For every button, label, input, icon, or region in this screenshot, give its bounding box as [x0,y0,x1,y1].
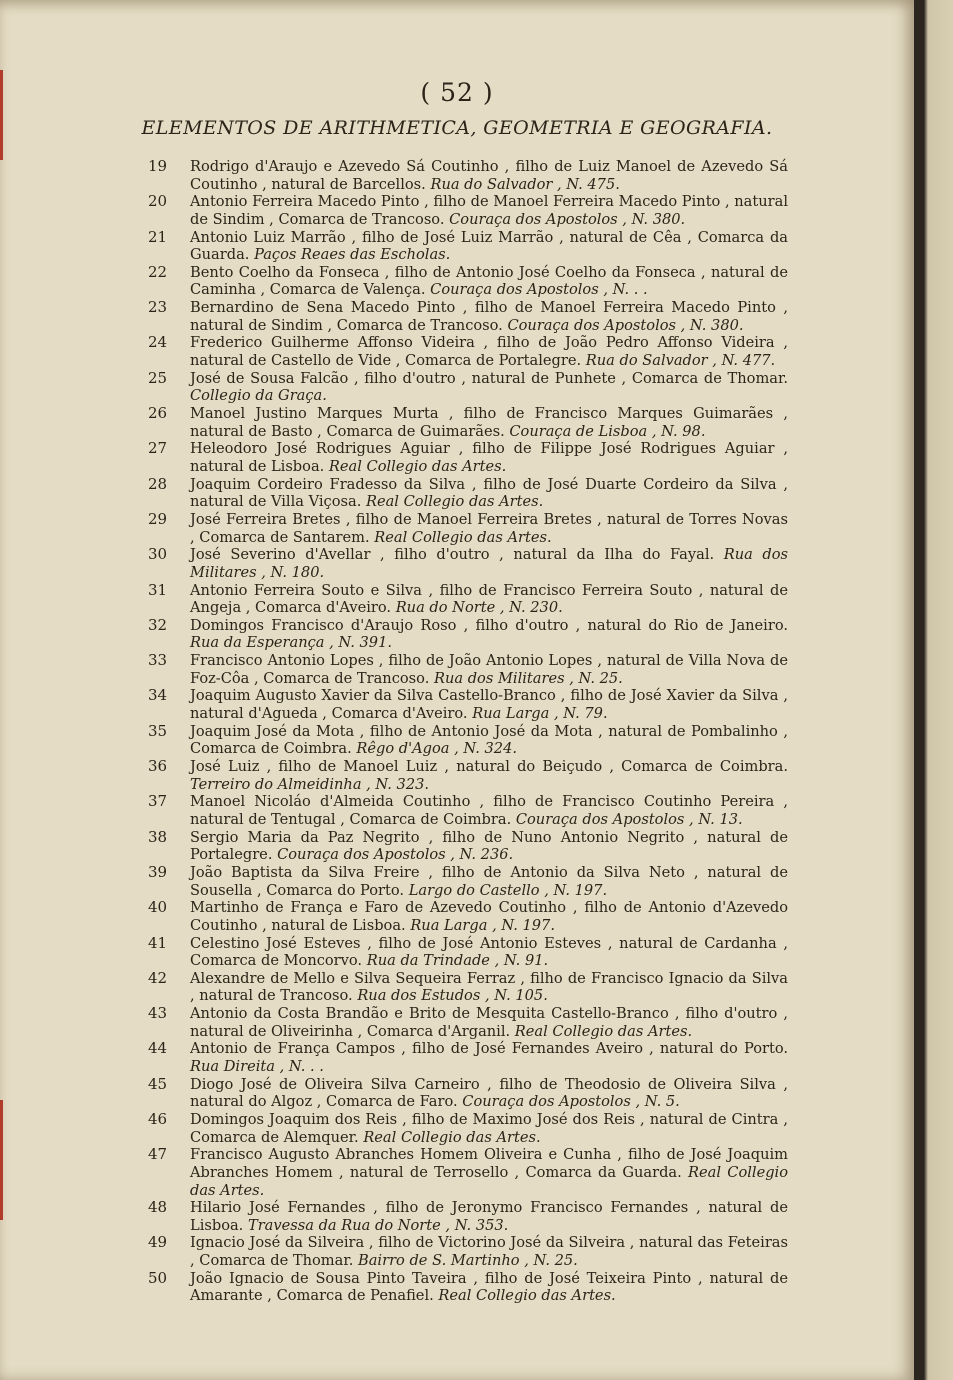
entry-address: Rêgo d'Agoa , N. 324. [356,740,517,758]
entry-address: Couraça dos Apostolos , N. 380. [449,210,686,228]
list-item [148,334,788,369]
entry-text [190,829,788,864]
entry-number: 35 [148,722,168,740]
entry-text [190,723,788,758]
entry-description: Antonio de França Campos , filho de José Fernandes Aveiro , natural do Porto. [190,1040,788,1058]
entry-number: 45 [148,1075,168,1093]
entry-number: 47 [148,1146,168,1164]
list-item [148,1076,788,1111]
entry-address: Terreiro do Almeidinha , N. 323. [190,775,430,793]
entry-number: 37 [148,793,168,811]
list-item [148,405,788,440]
entry-text [190,193,788,228]
list-item [148,1199,788,1234]
entry-description: Frederico Guilherme Affonso Videira , filho de João Pedro Affonso Videira , natural de Castello de Vide , Comarca de Portalegre. [190,334,788,370]
entry-number: 27 [148,440,168,458]
entry-address: Couraça dos Apostolos , N. . . [430,281,648,299]
entry-address: Rua da Esperança , N. 391. [190,634,393,652]
list-item [148,829,788,864]
entry-list [148,158,788,1305]
entry-text [190,1270,788,1305]
entry-number: 28 [148,475,168,493]
entry-description: João Baptista da Silva Freire , filho de Antonio da Silva Neto , natural de Sousella , Comarca do Porto. [190,863,788,899]
entry-number: 41 [148,934,168,952]
entry-number: 48 [148,1198,168,1216]
entry-number: 36 [148,758,168,776]
entry-number: 24 [148,334,168,352]
entry-text [190,1234,788,1269]
entry-description: Francisco Antonio Lopes , filho de João Antonio Lopes , natural de Villa Nova de Foz-Côa , Comarca de Trancoso. [190,652,788,687]
list-item [148,582,788,617]
entry-number: 22 [148,263,168,281]
list-item [148,546,788,581]
entry-text [190,476,788,511]
entry-text [190,405,788,440]
list-item [148,1111,788,1146]
entry-number: 23 [148,299,168,317]
list-item [148,229,788,264]
list-item [148,935,788,970]
entry-description: Antonio Luiz Marrão , filho de José Luiz Marrão , natural de Cêa , Comarca da Guarda. [190,228,788,264]
entry-text [190,264,788,299]
list-item [148,1234,788,1269]
list-item [148,793,788,828]
entry-address: Real Collegio das Artes. [438,1287,616,1305]
list-item [148,687,788,722]
entry-number: 31 [148,581,168,599]
entry-number: 30 [148,546,168,564]
entry-address: Couraça dos Apostolos , N. 236. [277,846,514,864]
entry-number: 49 [148,1234,168,1252]
entry-description: Celestino José Esteves , filho de José Antonio Esteves , natural de Cardanha , Comarca de Moncorvo. [190,934,788,970]
entry-description: Francisco Augusto Abranches Homem Oliveira e Cunha , filho de José Joaquim Abranches Homem , natural de Terrosello , Comarca da Guarda. [190,1146,788,1181]
entry-description: Joaquim Augusto Xavier da Silva Castello-Branco , filho de José Xavier da Silva , natural d'Agueda , Comarca d'Aveiro. [190,687,788,723]
entry-description: Heleodoro José Rodrigues Aguiar , filho de Filippe José Rodrigues Aguiar , natural de Lisboa. [190,440,788,475]
entry-text [190,652,788,687]
list-item [148,758,788,793]
entry-address: Travessa da Rua do Norte , N. 353. [247,1216,509,1234]
entry-address: Real Collegio das Artes. [365,493,544,511]
page-edge-red-mark [0,1100,3,1220]
list-item [148,476,788,511]
entry-address: Couraça dos Apostolos , N. 5. [462,1093,680,1111]
entry-text [190,793,788,828]
entry-text [190,440,788,475]
entry-address: Couraça dos Apostolos , N. 13. [515,810,743,828]
list-item [148,1146,788,1199]
entry-description: Antonio Ferreira Macedo Pinto , filho de Manoel Ferreira Macedo Pinto , natural de Sindim , Comarca de Trancoso. [190,193,788,228]
entry-address: Rua dos Estudos , N. 105. [357,987,548,1005]
entry-address: Paços Reaes das Escholas. [254,246,451,264]
entry-text [190,1005,788,1040]
entry-description: Rodrigo d'Araujo e Azevedo Sá Coutinho , filho de Luiz Manoel de Azevedo Sá Coutinho , natural de Barcellos. [190,158,788,193]
list-item [148,440,788,475]
entry-address: Real Collegio das Artes. [374,528,552,546]
entry-number: 29 [148,510,168,528]
entry-description: Domingos Joaquim dos Reis , filho de Maximo José dos Reis , natural de Cintra , Comarca de Alemquer. [190,1111,788,1146]
entry-number: 40 [148,899,168,917]
entry-text [190,511,788,546]
list-item [148,652,788,687]
list-item [148,1270,788,1305]
entry-address: Couraça de Lisboa , N. 98. [509,422,706,440]
list-item [148,264,788,299]
entry-number: 33 [148,652,168,670]
entry-description: José Ferreira Bretes , filho de Manoel Ferreira Bretes , natural de Torres Novas , Comarca de Santarem. [190,510,788,546]
entry-address: Rua do Salvador , N. 477. [585,352,776,370]
entry-text [190,1040,788,1075]
entry-number: 44 [148,1040,168,1058]
entry-description: Diogo José de Oliveira Silva Carneiro , filho de Theodosio de Oliveira Silva , natural do Algoz , Comarca de Faro. [190,1075,788,1111]
list-item [148,970,788,1005]
entry-address: Real Collegio das Artes. [514,1022,693,1040]
entry-number: 43 [148,1005,168,1023]
entry-description: Hilario José Fernandes , filho de Jeronymo Francisco Fernandes , natural de Lisboa. [190,1198,788,1234]
entry-address: Rua Larga , N. 197. [410,916,555,934]
entry-number: 20 [148,193,168,211]
entry-address: Rua do Norte , N. 230. [395,599,563,617]
entry-number: 38 [148,828,168,846]
entry-description: Antonio da Costa Brandão e Brito de Mesquita Castello-Branco , filho d'outro , natural de Oliveirinha , Comarca d'Arganil. [190,1005,788,1040]
entry-text [190,1199,788,1234]
entry-description: Joaquim José da Mota , filho de Antonio José da Mota , natural de Pombalinho , Comarca de Coimbra. [190,722,788,758]
list-item [148,1040,788,1075]
entry-text [190,229,788,264]
list-item [148,617,788,652]
entry-address: Bairro de S. Martinho , N. 25. [358,1251,578,1269]
entry-text [190,970,788,1005]
entry-text [190,1076,788,1111]
entry-text [190,899,788,934]
facing-page-edge [914,0,953,1380]
entry-number: 42 [148,969,168,987]
entry-number: 32 [148,616,168,634]
entry-address: Largo do Castello , N. 197. [408,881,608,899]
entry-address: Rua Larga , N. 79. [472,705,608,723]
entry-text [190,935,788,970]
entry-text [190,299,788,334]
entry-text [190,758,788,793]
entry-address: Rua da Trindade , N. 91. [366,952,549,970]
entry-description: Sergio Maria da Paz Negrito , filho de Nuno Antonio Negrito , natural de Portalegre. [190,828,788,864]
list-item [148,511,788,546]
entry-description: Joaquim Cordeiro Fradesso da Silva , filho de José Duarte Cordeiro da Silva , natural de Villa Viçosa. [190,475,788,511]
entry-address: Collegio da Graça. [190,387,327,405]
entry-description: José Luiz , filho de Manoel Luiz , natural do Beiçudo , Comarca de Coimbra. [190,758,788,776]
entry-address: Real Collegio das Artes. [328,457,507,475]
entry-number: 34 [148,687,168,705]
entry-address: Real Collegio das Artes. [363,1128,541,1146]
entry-description: Manoel Nicoláo d'Almeida Coutinho , filho de Francisco Coutinho Pereira , natural de Tentugal , Comarca de Coimbra. [190,793,788,828]
entry-number: 39 [148,863,168,881]
entry-description: Bernardino de Sena Macedo Pinto , filho de Manoel Ferreira Macedo Pinto , natural de Sindim , Comarca de Trancoso. [190,299,788,334]
entry-number: 25 [148,369,168,387]
list-item [148,1005,788,1040]
entry-address: Rua dos Militares , N. 25. [433,669,623,687]
entry-description: Ignacio José da Silveira , filho de Victorino José da Silveira , natural das Feteiras , Comarca de Thomar. [190,1234,788,1269]
entry-description: Bento Coelho da Fonseca , filho de Antonio José Coelho da Fonseca , natural de Caminha , Comarca de Valença. [190,263,788,299]
entry-number: 26 [148,405,168,423]
entry-number: 21 [148,228,168,246]
entry-address: Rua do Salvador , N. 475. [430,175,620,193]
entry-address: Rua Direita , N. . . [190,1058,324,1076]
entry-address: Real Collegio das Artes. [190,1163,788,1199]
entry-text [190,687,788,722]
list-item [148,158,788,193]
entry-description: Domingos Francisco d'Araujo Roso , filho d'outro , natural do Rio de Janeiro. [190,616,788,634]
entry-description: Alexandre de Mello e Silva Sequeira Ferraz , filho de Francisco Ignacio da Silva , natural de Trancoso. [190,969,788,1005]
entry-text [190,370,788,405]
entry-address: Couraça dos Apostolos , N. 380. [507,316,744,334]
list-item [148,723,788,758]
list-item [148,299,788,334]
entry-description: Martinho de França e Faro de Azevedo Coutinho , filho de Antonio d'Azevedo Coutinho , natural de Lisboa. [190,899,788,934]
list-item [148,193,788,228]
list-item [148,899,788,934]
entry-number: 50 [148,1269,168,1287]
entry-address: Rua dos Militares , N. 180. [190,546,788,581]
entry-number: 19 [148,158,168,175]
entry-text [190,582,788,617]
entry-text [190,158,788,193]
entry-text [190,617,788,652]
entry-description: José Severino d'Avellar , filho d'outro , natural da Ilha do Fayal. [190,546,715,564]
entry-description: Manoel Justino Marques Murta , filho de Francisco Marques Guimarães , natural de Basto , Comarca de Guimarães. [190,405,788,440]
entry-text [190,546,788,581]
list-item [148,370,788,405]
entry-text [190,334,788,369]
entry-description: José de Sousa Falcão , filho d'outro , natural de Punhete , Comarca de Thomar. [190,369,788,387]
entry-text [190,1111,788,1146]
page-title: ELEMENTOS DE ARITHMETICA, GEOMETRIA E GEOGRAFIA. [141,117,773,139]
page-number: ( 52 ) [420,78,494,107]
entry-text [190,1146,788,1199]
entry-description: Antonio Ferreira Souto e Silva , filho de Francisco Ferreira Souto , natural de Angeja , Comarca d'Aveiro. [190,581,788,617]
entry-text [190,864,788,899]
list-item [148,864,788,899]
entry-description: João Ignacio de Sousa Pinto Taveira , filho de José Teixeira Pinto , natural de Amarante , Comarca de Penafiel. [190,1269,788,1305]
entry-number: 46 [148,1111,168,1129]
